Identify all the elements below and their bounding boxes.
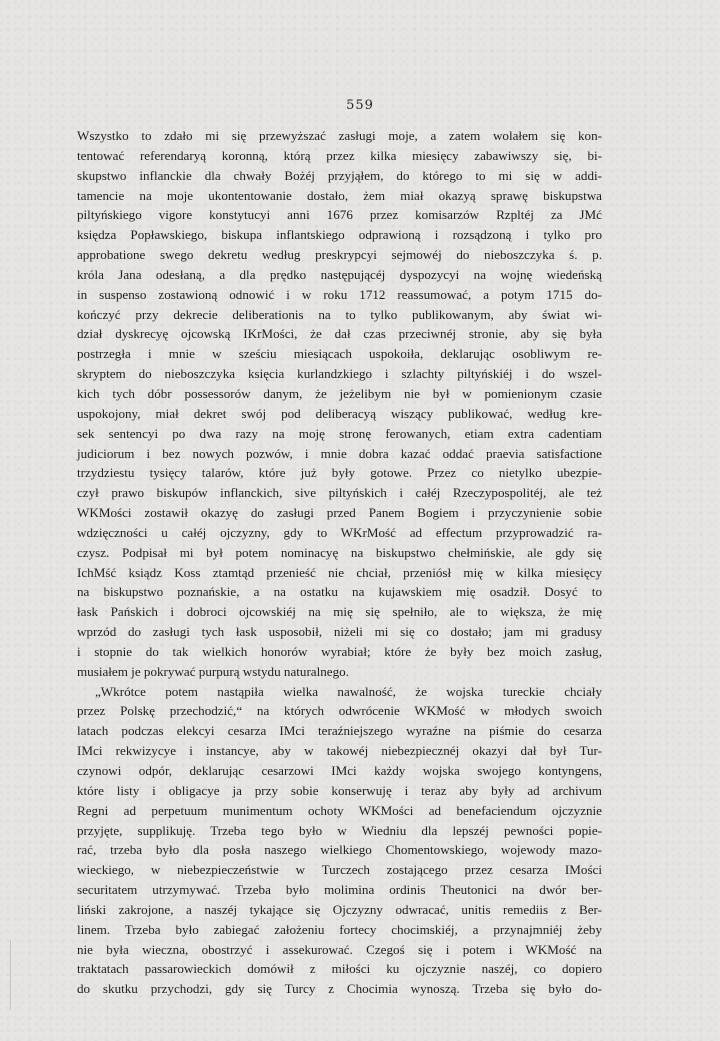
text-line: na biskupstwo poznańskie, a na ostatku na kujawskiem mię osadził. Dosyć to xyxy=(77,584,602,600)
text-line: Regni ad perpetuum munimentum ochoty WKMości ad benefaciendum ojczyznie xyxy=(77,802,602,818)
text-line: postrzegła i mnie w sześciu miesiącach uspokoiła, deklarując osobliwym re- xyxy=(77,346,602,362)
text-line: księdza Popławskiego, biskupa inflantskiego odprawioną i rozsądzoną i tylko pro xyxy=(77,227,602,243)
text-line: łask Pańskich i dobroci ojcowskiéj na mię się spełniło, ale to większa, że mię xyxy=(77,604,602,620)
text-line: IchMść ksiądz Koss ztamtąd przenieść nie chciał, przeniósł mię w kilka miesięcy xyxy=(77,564,602,580)
text-line: trzydziestu tysięcy talarów, które już były gotowe. Przez co nietylko ubezpie- xyxy=(77,465,602,481)
text-line: kich tych dóbr possessorów danym, że jeżelibym nie był w pomienionym czasie xyxy=(77,385,602,401)
text-line: które listy i obligacye ja przy sobie konserwuję i teraz aby były ad archivum xyxy=(77,782,602,798)
text-line: króla Jana odesłaną, a dla prędko następującéj dyspozycyi na wojnę wiedeńską xyxy=(77,266,602,282)
page-number: 559 xyxy=(346,98,374,113)
text-line: in suspenso zostawioną odnowić i w roku 1712 reassumować, a potym 1715 do- xyxy=(77,286,602,302)
text-line: kończyć przy dekrecie deliberationis na to tylko publikowanym, aby świat wi- xyxy=(77,306,602,322)
text-line: tentować referendaryą koronną, którą przez kilka miesięcy zabawiwszy się, bi- xyxy=(77,147,602,163)
text-line: wdzięczności u całéj ojczyzny, gdy to WKrMość ad effectum przyprowadzić ra- xyxy=(77,524,602,540)
text-line: czył prawo biskupów inflanckich, sive piltyńskich i całéj Rzeczypospolitéj, ale też xyxy=(77,485,602,501)
text-line: nie była wieczna, obostrzyć i assekurować. Czegoś się i potem i WKMość na xyxy=(77,941,602,957)
text-line: uspokojony, miał dekret swój pod deliberacyą wiszący publikować, według kre- xyxy=(77,405,602,421)
text-line: rać, trzeba było dla posła naszego wielkiego Chomentowskiego, wojewody mazo- xyxy=(77,842,602,858)
text-line: linem. Trzeba było zabiegać założeniu fortecy chocimskiéj, a przynajmniéj żeby xyxy=(77,921,602,937)
text-line: IMci rekwizycye i instancye, aby w takowéj niebezpiecznéj okazyi dał był Tur- xyxy=(77,743,602,759)
text-line: przyjęte, supplikuję. Trzeba tego było w Wiedniu dla lepszéj pewności popie- xyxy=(77,822,602,838)
text-line: do skutku przychodzi, gdy się Turcy z Chocimia wynoszą. Trzeba się było do- xyxy=(77,981,602,997)
text-line: czysz. Podpisał mi był potem nominacyę na biskupstwo chełmińskie, ale gdy się xyxy=(77,544,602,560)
text-line: dział dyskrecyę ojcowską IKrMości, że dał czas przeciwnéj stronie, aby się była xyxy=(77,326,602,342)
text-line: latach podczas elekcyi cesarza IMci teraźniejszego wyraźne na piśmie do cesarza xyxy=(77,723,602,739)
text-line: Wszystko to zdało mi się przewyższać zasługi moje, a zatem wolałem się kon- xyxy=(77,128,602,143)
text-line: „Wkrótce potem nastąpiła wielka nawalność, że wojska tureckie chciały xyxy=(95,683,602,699)
text-line: approbatione swego dekretu według preskrypcyi sejmowéj do nieboszczyka ś. p. xyxy=(77,247,602,263)
text-line xyxy=(77,999,602,1019)
text-line: czynowi odpór, deklarując cesarzowi IMci każdy wojska swojego kontyngens, xyxy=(77,763,602,778)
text-line: skryptem do nieboszczyka księcia kurlandzkiego i szlachty piltyńskiéj i do wszel- xyxy=(77,366,602,382)
text-line: WKMości zostawił okazyę do zasługi przed Panem Bogiem i przyczynienie sobie xyxy=(77,505,602,521)
text-line: sek sentencyi po dwa razy na moję stronę ferowanych, etiam extra cadentiam xyxy=(77,425,602,441)
text-line: i stopnie do tak wielkich honorów wyrabiał; które że były bez moich zasług, xyxy=(77,643,602,659)
text-line: musiałem je pokrywać purpurą wstydu naturalnego. xyxy=(77,663,349,679)
page-edge-mark xyxy=(10,940,11,1010)
text-line: wprzód do zasługi tych łask usposobił, niżeli mi się co dostało; jam mi gradusy xyxy=(77,624,602,640)
text-line: skupstwo inflanckie dla chwały Bożéj przyjąłem, do którego to mi się w addi- xyxy=(77,167,602,183)
text-line: securitatem utrzymywać. Trzeba było molimina ordinis Theutonici na dwór ber- xyxy=(77,882,602,898)
text-line: wieckiego, w niebezpieczeństwie w Turczech zostającego przez cesarza IMości xyxy=(77,862,602,878)
text-line: judiciorum i bez nowych pozwów, i mnie dobra kazać oddać praevia satisfactione xyxy=(77,445,602,461)
text-line: tamencie na moje ukontentowanie dostało, żem miał okazyą sprawę biskupstwa xyxy=(77,187,602,203)
text-line: przez Polskę przechodzić,“ na których odwrócenie WKMość w młodych swoich xyxy=(77,703,602,719)
text-line: traktatach passarowieckich domówił z miłości ku ojczyznie naszéj, co dopiero xyxy=(77,961,602,977)
text-line: liński zakrojone, a naszéj tykające się Ojczyzny odwracać, unitis remediis z Ber- xyxy=(77,901,602,917)
text-line: piltyńskiego vigore konstytucyi anni 1676 przez komisarzów Rzpltéj za JMć xyxy=(77,207,602,223)
body-text xyxy=(77,126,602,1019)
